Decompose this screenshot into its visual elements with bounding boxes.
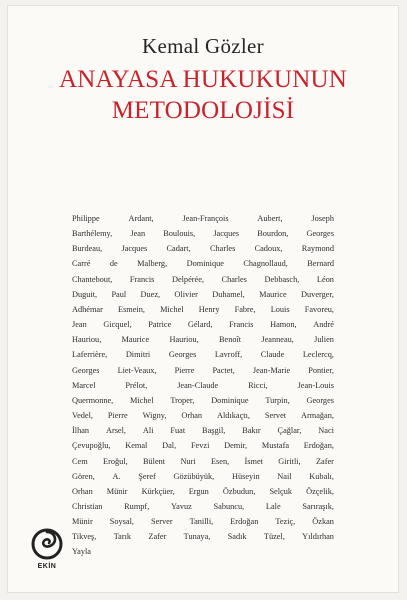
cited-authors-line: Tikveş, Tarık Zafer Tunaya, Sadık Tüzel, Yıldırhan xyxy=(72,532,334,542)
cited-authors-line: Vedel, Pierre Wigny, Orhan Aldıkaçtı, Servet Armağan, xyxy=(72,411,334,421)
cited-authors-line: Philippe Ardant, Jean-François Aubert, Joseph xyxy=(72,214,334,223)
cited-authors-line: Yayla xyxy=(72,547,91,557)
cited-authors-line: Christian Rumpf, Yavuz Sabuncu, Lale Sarıraşık, xyxy=(72,501,334,511)
cited-authors-line: Adhémar Esmein, Michel Henry Fabre, Louis Favoreu, xyxy=(72,304,334,314)
cited-authors-line: Georges Liet-Veaux, Pierre Pactet, Jean-Marie Pontier, xyxy=(72,365,334,375)
cited-authors-line: Gören, A. Şeref Gözübüyük, Hüseyin Nail Kubalı, xyxy=(72,471,334,481)
book-title xyxy=(8,64,398,126)
cited-authors-line: Marcel Prélot, Jean-Claude Ricci, Jean-Louis xyxy=(72,380,334,390)
cited-authors-list xyxy=(72,211,334,560)
cited-authors-line: Burdeau, Jacques Cadart, Charles Cadoux, Raymond xyxy=(72,244,334,254)
cited-authors-line: Quermonne, Michel Troper, Dominique Turpin, Georges xyxy=(72,395,334,405)
cited-authors-line: Cem Eroğul, Bülent Nuri Esen, İsmet Giritli, Zafer xyxy=(72,456,334,466)
publisher-name: EKİN xyxy=(37,563,57,570)
cited-authors-line: Chantebout, Francis Delpérée, Charles Debbasch, Léon xyxy=(72,274,334,284)
cited-authors-line: Münir Soysal, Server Tanilli, Erdoğan Teziç, Özkan xyxy=(72,517,334,527)
cited-authors-line: İlhan Arsel, Ali Fuat Başgil, Bakır Çağlar, Naci xyxy=(72,426,334,436)
title-line-2: METODOLOJİSİ xyxy=(111,97,295,124)
title-line-1: ANAYASA HUKUKUNUN xyxy=(59,66,347,93)
author-name: Kemal Gözler xyxy=(142,34,264,58)
cited-authors-line: Duguit, Paul Duez, Olivier Duhamel, Maurice Duverger, xyxy=(72,289,334,299)
publisher-logo xyxy=(30,526,64,582)
cited-authors-line: Orhan Münir Kürkçüer, Ergun Özbudun, Selçuk Özçelik, xyxy=(72,486,334,496)
cited-authors-line: Barthélemy, Jean Boulouis, Jacques Bourdon, Georges xyxy=(72,229,334,239)
cited-authors-line: Carré de Malberg, Dominique Chagnollaud, Bernard xyxy=(72,259,334,269)
cited-authors-line: Çevupoğlu, Kemal Dal, Fevzi Demir, Mustafa Erdoğan, xyxy=(72,441,334,451)
ekin-spiral-logo-icon xyxy=(30,526,64,562)
book-cover xyxy=(8,6,398,592)
cited-authors-line: Hauriou, Maurice Hauriou, Benoît Jeanneau, Julien xyxy=(72,335,334,345)
cited-authors-line: Laferrière, Dimitri Georges Lavroff, Claude Leclercq, xyxy=(72,350,334,360)
cited-authors-line: Jean Gicquel, Patrice Gélard, Francis Hamon, André xyxy=(72,320,334,330)
